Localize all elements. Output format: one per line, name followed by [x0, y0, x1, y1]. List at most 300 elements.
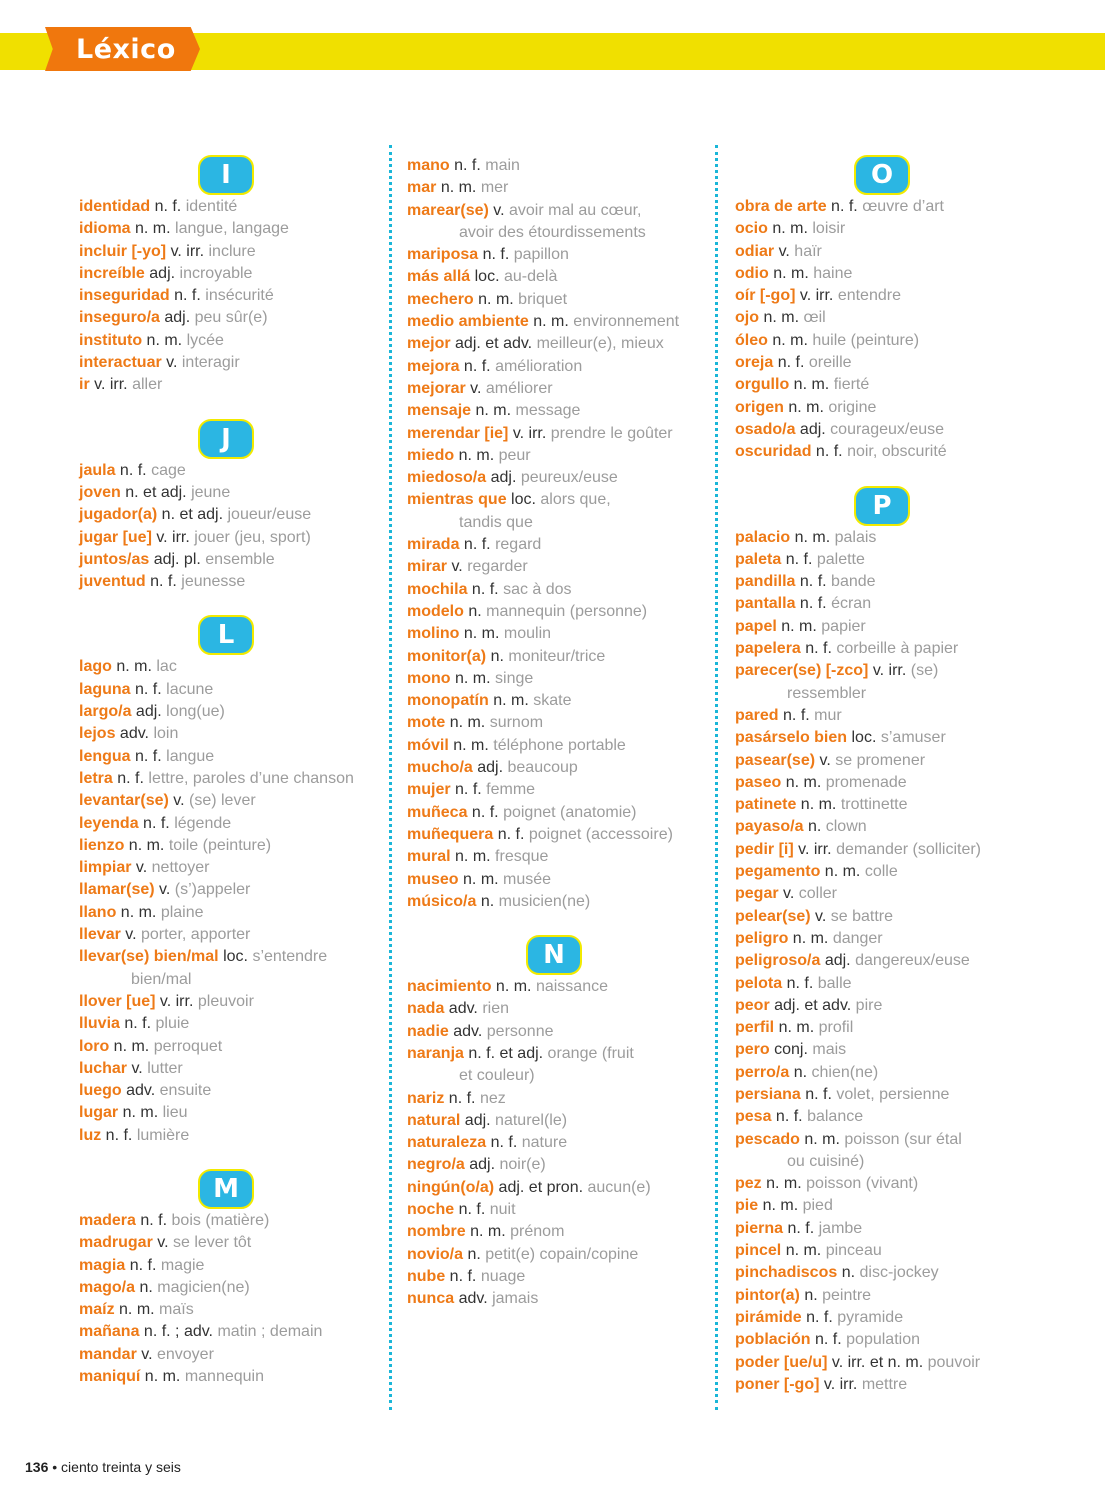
entry-grammar: n. m. [463, 870, 499, 888]
glossary-entry [407, 266, 717, 288]
entry-grammar: loc. [851, 729, 877, 747]
entry-translation: poisson (vivant) [806, 1175, 919, 1193]
glossary-entry [407, 601, 717, 623]
entry-headword: mientras que [407, 491, 507, 509]
entry-translation: musée [503, 870, 552, 888]
entry-grammar: adj. [490, 469, 517, 487]
entry-grammar: adj. et pron. [498, 1178, 584, 1196]
entry-translation: langue [166, 747, 215, 765]
entry-grammar: n. m. [122, 1104, 159, 1122]
entry-grammar: v. [173, 792, 185, 810]
glossary-entry [407, 1244, 717, 1266]
entry-translation: mannequin [184, 1368, 264, 1386]
glossary-entry [735, 1062, 1045, 1084]
entry-translation: danger [832, 929, 883, 947]
glossary-entry [407, 579, 717, 601]
glossary-entry [735, 1129, 1045, 1174]
entry-translation: courageux/euse [830, 420, 945, 438]
entry-translation: incroyable [179, 264, 253, 282]
entry-grammar: n. m. [781, 617, 817, 635]
entry-headword: nube [407, 1267, 446, 1285]
entry-grammar: n. m. [772, 220, 808, 238]
entry-grammar: n. m. [449, 714, 486, 732]
entry-grammar: n. f. ; adv. [143, 1323, 213, 1341]
entry-translation: corbeille à papier [836, 640, 959, 658]
entry-translation: regard [495, 536, 542, 554]
glossary-entry [79, 946, 389, 991]
entry-grammar: v. [125, 926, 137, 944]
entry-grammar: n. f. [129, 1256, 157, 1274]
entry-translation: nettoyer [151, 859, 210, 877]
entry-grammar: n. et adj. [161, 506, 224, 524]
glossary-entry [407, 378, 717, 400]
entry-headword: letra [79, 769, 113, 787]
entry-grammar: n. m. [533, 313, 569, 331]
entry-headword: mono [407, 669, 451, 687]
entry-headword: más allá [407, 268, 471, 286]
glossary-entry [407, 802, 717, 824]
entry-translation: palette [816, 550, 865, 568]
entry-translation: profil [818, 1019, 854, 1037]
page-number: 136 [25, 1459, 49, 1475]
entry-grammar: n. f. [815, 1331, 842, 1349]
entry-grammar: n. f. [785, 550, 813, 568]
glossary-entry [407, 846, 717, 868]
entry-grammar: n. [467, 1245, 481, 1263]
glossary-section [735, 155, 1045, 464]
entry-grammar: n. f. [458, 1201, 486, 1219]
entry-headword: lienzo [79, 836, 125, 854]
glossary-entry [79, 285, 389, 307]
entry-grammar: n. m. [778, 1019, 815, 1037]
entry-grammar: n. m. [463, 625, 500, 643]
entry-translation: peureux/euse [520, 469, 618, 487]
entry-translation: aucun(e) [587, 1178, 651, 1196]
glossary-entry [79, 1013, 389, 1035]
entry-grammar: v. [815, 907, 827, 925]
entry-grammar: n. m. [772, 331, 808, 349]
entry-headword: pelota [735, 974, 783, 992]
glossary-entry [79, 1344, 389, 1366]
glossary-entry [79, 879, 389, 901]
glossary-entry [407, 998, 717, 1020]
glossary-entry [79, 723, 389, 745]
entry-translation: message [515, 402, 581, 420]
glossary-entry [735, 196, 1045, 218]
entry-grammar: v. [783, 885, 795, 903]
entry-headword: perro/a [735, 1063, 790, 1081]
entry-grammar: loc. [511, 491, 536, 509]
entry-grammar: n. m. [455, 848, 491, 866]
glossary-entry [735, 1173, 1045, 1195]
entry-translation: s’entendre [252, 948, 328, 966]
page-title: Léxico [76, 34, 176, 65]
glossary-entry [735, 218, 1045, 240]
entry-grammar: n. f. [174, 287, 201, 305]
entry-grammar: n. f. [463, 536, 491, 554]
entry-headword: peligro [735, 929, 789, 947]
entry-translation: briquet [518, 290, 568, 308]
entry-translation: œuvre d’art [862, 198, 944, 215]
glossary-entry [79, 1210, 389, 1232]
entry-translation: moulin [503, 625, 552, 643]
entry-translation: musicien(ne) [498, 892, 591, 910]
entry-translation: ensuite [159, 1082, 212, 1100]
entry-translation: peu sûr(e) [194, 309, 268, 327]
glossary-entry [407, 869, 717, 891]
entry-grammar: v. [135, 859, 148, 877]
entry-translation: bande [831, 573, 876, 591]
entry-headword: pedir [i] [735, 840, 794, 858]
glossary-entry [79, 813, 389, 835]
glossary-entry [735, 906, 1045, 928]
entry-translation: trottinette [840, 796, 908, 814]
glossary-entry [407, 400, 717, 422]
entry-headword: pintor(a) [735, 1286, 800, 1304]
entry-headword: ningún(o/a) [407, 1178, 495, 1196]
entry-grammar: n. et adj. [125, 483, 187, 501]
entry-translation: origine [828, 398, 877, 416]
entry-translation: huile (peinture) [812, 331, 920, 349]
entry-headword: miedoso/a [407, 469, 487, 487]
entry-translation: (se) [910, 662, 939, 680]
glossary-entry [735, 241, 1045, 263]
entry-translation: palais [834, 528, 877, 546]
entry-headword: persiana [735, 1085, 801, 1103]
entry-headword: madrugar [79, 1234, 153, 1252]
glossary-entry [79, 482, 389, 504]
entry-translation: peur [498, 446, 531, 464]
glossary-entry [79, 1232, 389, 1254]
entry-headword: mejorar [407, 379, 466, 397]
glossary-entry [407, 1199, 717, 1221]
entry-headword: natural [407, 1111, 461, 1129]
entry-grammar: n. f. [497, 825, 525, 843]
entry-translation: moniteur/trice [508, 647, 606, 665]
entry-grammar: adv. [448, 1000, 478, 1018]
entry-headword: pero [735, 1041, 770, 1059]
glossary-entry [407, 1132, 717, 1154]
glossary-entry [735, 928, 1045, 950]
entry-headword: patinete [735, 796, 797, 814]
glossary-section [735, 486, 1045, 1397]
entry-grammar: v. [493, 201, 505, 219]
glossary-entry [735, 571, 1045, 593]
entry-headword: nombre [407, 1223, 466, 1241]
entry-grammar: v. irr. [872, 662, 907, 680]
entry-grammar: adj. et adv. [774, 996, 852, 1014]
entry-headword: mejor [407, 335, 451, 353]
entry-translation-continued: avoir des étourdissements [459, 223, 646, 241]
entry-headword: llano [79, 903, 117, 921]
entry-translation: aller [132, 376, 163, 394]
entry-translation: se promener [835, 751, 926, 769]
entry-headword: orgullo [735, 376, 790, 394]
entry-headword: monitor(a) [407, 647, 487, 665]
entry-translation: pleuvoir [197, 992, 254, 1010]
entry-translation: entendre [837, 287, 901, 305]
entry-translation: promenade [825, 773, 907, 791]
entry-translation: langue, langage [175, 220, 289, 238]
entry-grammar: adj. [824, 952, 851, 970]
glossary-entry [735, 750, 1045, 772]
glossary-entry [407, 177, 717, 199]
entry-grammar: n. f. [135, 680, 162, 698]
entry-headword: papel [735, 617, 777, 635]
entry-grammar: n. f. [805, 640, 832, 658]
entry-headword: oscuridad [735, 443, 812, 461]
glossary-entry [79, 1255, 389, 1277]
entry-translation: se battre [830, 907, 894, 925]
glossary-entry [735, 527, 1045, 549]
entry-headword: mochila [407, 580, 468, 598]
entry-translation: cage [151, 461, 186, 479]
entry-grammar: n. f. [490, 1134, 518, 1152]
entry-translation: mannequin (personne) [486, 602, 648, 620]
glossary-entry [407, 1088, 717, 1110]
entry-grammar: adj. [469, 1156, 496, 1174]
entry-headword: paseo [735, 773, 782, 791]
glossary-entry [407, 668, 717, 690]
glossary-entry [735, 419, 1045, 441]
entry-headword: magia [79, 1256, 126, 1274]
entry-grammar: n. m. [128, 836, 165, 854]
entry-grammar: n. f. [831, 198, 858, 215]
entry-headword: pegar [735, 885, 779, 903]
entry-translation: magie [160, 1256, 205, 1274]
glossary-entry [79, 1125, 389, 1147]
entry-headword: pandilla [735, 573, 796, 591]
entry-grammar: n. [804, 1286, 818, 1304]
entry-grammar: v. [819, 751, 831, 769]
entry-headword: pared [735, 706, 779, 724]
entry-headword: pelear(se) [735, 907, 811, 925]
glossary-entry [79, 1321, 389, 1343]
entry-headword: mar [407, 179, 437, 197]
entry-translation: mettre [861, 1375, 908, 1393]
entry-translation: jamais [492, 1290, 539, 1308]
entry-headword: modelo [407, 602, 464, 620]
entry-headword: joven [79, 483, 121, 501]
entry-translation: prénom [510, 1223, 565, 1241]
entry-grammar: v. irr. [156, 528, 190, 546]
entry-grammar: v. irr. [170, 242, 205, 260]
glossary-entry [407, 1177, 717, 1199]
entry-grammar: n. [468, 602, 482, 620]
glossary-entry [407, 333, 717, 355]
glossary-entry [79, 656, 389, 678]
glossary-entry [407, 623, 717, 645]
glossary-entry [735, 1195, 1045, 1217]
entry-translation: identité [185, 198, 238, 215]
glossary-entry [735, 1218, 1045, 1240]
section-letter-badge: M [198, 1169, 254, 1209]
glossary-entry [79, 768, 389, 790]
entry-headword: interactuar [79, 354, 162, 372]
entry-grammar: n. m. [120, 903, 157, 921]
entry-headword: mirar [407, 558, 448, 576]
entry-headword: pescado [735, 1130, 800, 1148]
entry-headword: palacio [735, 528, 791, 546]
entry-headword: peligroso/a [735, 952, 821, 970]
glossary-section [407, 935, 717, 1310]
entry-translation: interagir [181, 354, 240, 372]
glossary-entry [79, 857, 389, 879]
entry-headword: oreja [735, 354, 774, 372]
entry-grammar: n. m. [824, 863, 861, 881]
entry-headword: poner [-go] [735, 1375, 820, 1393]
entry-translation: environnement [573, 313, 680, 331]
glossary-entry [735, 1240, 1045, 1262]
glossary-entry [735, 1084, 1045, 1106]
entry-translation: balance [807, 1108, 864, 1126]
entry-grammar: n. f. [455, 781, 482, 799]
entry-grammar: adj. [477, 759, 504, 777]
glossary-entry [735, 861, 1045, 883]
entry-translation: prendre le goûter [550, 424, 673, 442]
entry-headword: limpiar [79, 859, 132, 877]
entry-grammar: v. [159, 881, 171, 899]
glossary-entry [735, 1017, 1045, 1039]
entry-translation: (se) lever [189, 792, 256, 810]
entry-grammar: v. irr. [512, 424, 547, 442]
entry-translation: nuit [489, 1201, 516, 1219]
entry-translation-continued: et couleur) [459, 1067, 535, 1085]
glossary-entry [407, 556, 717, 578]
entry-headword: ir [79, 376, 90, 394]
entry-grammar: n. m. [458, 446, 495, 464]
entry-translation: plaine [160, 903, 204, 921]
entry-headword: maniquí [79, 1368, 141, 1386]
entry-grammar: n. f. [119, 461, 147, 479]
glossary-entry [735, 995, 1045, 1017]
entry-grammar: v. [166, 354, 178, 372]
glossary-entry [407, 155, 717, 177]
glossary-entry [735, 616, 1045, 638]
glossary-entry [735, 593, 1045, 615]
entry-headword: luz [79, 1126, 102, 1144]
entry-headword: inseguridad [79, 287, 170, 305]
glossary-entry [735, 638, 1045, 660]
glossary-entry [79, 330, 389, 352]
entry-grammar: n. f. [805, 1085, 832, 1103]
entry-translation: lac [156, 658, 177, 676]
entry-translation: toile (peinture) [168, 836, 272, 854]
entry-headword: peor [735, 996, 770, 1014]
entry-translation: beaucoup [507, 759, 578, 777]
entry-headword: oír [-go] [735, 287, 796, 305]
entry-translation: nature [521, 1134, 568, 1152]
entry-translation-continued: ressembler [787, 684, 867, 702]
entry-grammar: n. f. [463, 357, 491, 375]
entry-headword: merendar [ie] [407, 424, 509, 442]
entry-grammar: n. [490, 647, 504, 665]
entry-grammar: n. f. [783, 706, 810, 724]
entry-translation: amélioration [495, 357, 583, 375]
entry-translation-continued: ou cuisiné) [787, 1152, 865, 1170]
entry-translation-continued: bien/mal [131, 970, 192, 988]
entry-grammar: n. m. [135, 220, 171, 238]
glossary-entry [79, 374, 389, 396]
entry-grammar: n. m. [785, 773, 822, 791]
glossary-entry [735, 794, 1045, 816]
column-divider [389, 145, 392, 1410]
entry-grammar: n. f. [150, 573, 177, 591]
entry-grammar: v. irr. [799, 287, 834, 305]
glossary-entry [407, 1288, 717, 1310]
glossary-entry [79, 701, 389, 723]
entry-translation: regarder [467, 558, 528, 576]
entry-headword: juntos/as [79, 550, 150, 568]
glossary-entry [735, 950, 1045, 972]
entry-translation: fierté [833, 376, 870, 394]
entry-headword: novio/a [407, 1245, 464, 1263]
entry-grammar: n. m. [440, 179, 477, 197]
entry-headword: obra de arte [735, 198, 827, 215]
entry-headword: lejos [79, 725, 116, 743]
glossary-entry [79, 218, 389, 240]
glossary-entry [735, 397, 1045, 419]
page-footer [25, 1459, 181, 1475]
entry-grammar: loc. [223, 948, 248, 966]
entry-grammar: n. m. [793, 376, 830, 394]
glossary-entry [735, 705, 1045, 727]
entry-grammar: n. [793, 1063, 808, 1081]
entry-translation: lettre, paroles d’une chanson [148, 769, 354, 787]
entry-translation: pluie [155, 1015, 190, 1033]
entry-translation: loin [153, 725, 179, 743]
entry-translation: papillon [513, 246, 569, 264]
glossary-entry [407, 423, 717, 445]
glossary-entry [735, 1285, 1045, 1307]
entry-grammar: adv. [458, 1290, 488, 1308]
entry-translation: rien [482, 1000, 509, 1018]
entry-headword: mucho/a [407, 759, 473, 777]
entry-translation: petit(e) copain/copine [485, 1245, 639, 1263]
entry-headword: nariz [407, 1089, 445, 1107]
entry-grammar: n. m. [788, 398, 824, 416]
glossary-entry [735, 883, 1045, 905]
entry-grammar: n. m. [116, 658, 152, 676]
entry-grammar: n. m. [794, 528, 831, 546]
entry-translation: singe [495, 669, 534, 687]
entry-translation: dangereux/euse [855, 952, 970, 970]
entry-headword: lago [79, 658, 112, 676]
entry-grammar: n. f. [135, 747, 162, 765]
entry-translation: jouer (jeu, sport) [194, 528, 311, 546]
entry-grammar: adj. [149, 264, 176, 282]
entry-translation: balle [817, 974, 852, 992]
entry-grammar: adj. [799, 420, 826, 438]
entry-headword: noche [407, 1201, 455, 1219]
entry-headword: nadie [407, 1022, 449, 1040]
glossary-entry [735, 1106, 1045, 1128]
entry-headword: mandar [79, 1345, 137, 1363]
glossary-entry [407, 779, 717, 801]
entry-translation: mais [812, 1041, 847, 1059]
glossary-entry [407, 1021, 717, 1043]
glossary-entry [735, 839, 1045, 861]
entry-headword: poder [ue/u] [735, 1353, 828, 1371]
glossary-entry [407, 467, 717, 489]
glossary-entry [735, 1307, 1045, 1329]
section-letter-badge: L [198, 615, 254, 655]
entry-headword: idioma [79, 220, 131, 238]
entry-translation: pouvoir [927, 1353, 981, 1371]
entry-grammar: n. m. [493, 692, 529, 710]
entry-grammar: n. f. et adj. [468, 1044, 544, 1062]
glossary-entry [735, 352, 1045, 374]
